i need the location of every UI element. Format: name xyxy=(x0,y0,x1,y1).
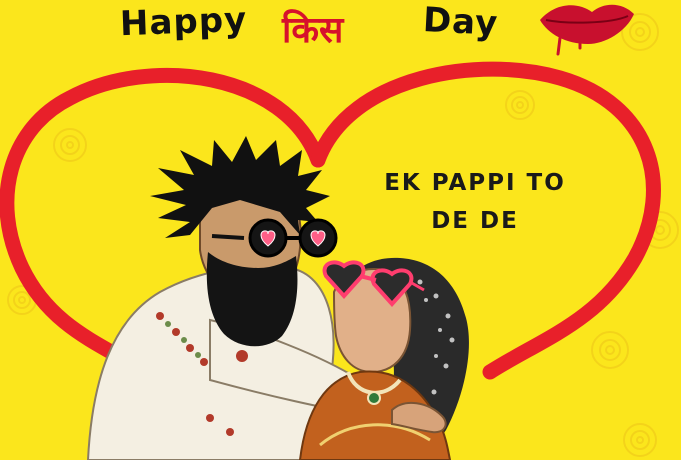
title-happy: Happy xyxy=(119,0,248,45)
caption-line-2: DE DE xyxy=(431,208,519,234)
title-day: Day xyxy=(422,0,500,44)
title-kiss-hindi: किस xyxy=(282,10,344,51)
caption-line-1: EK PAPPI TO xyxy=(384,170,566,196)
